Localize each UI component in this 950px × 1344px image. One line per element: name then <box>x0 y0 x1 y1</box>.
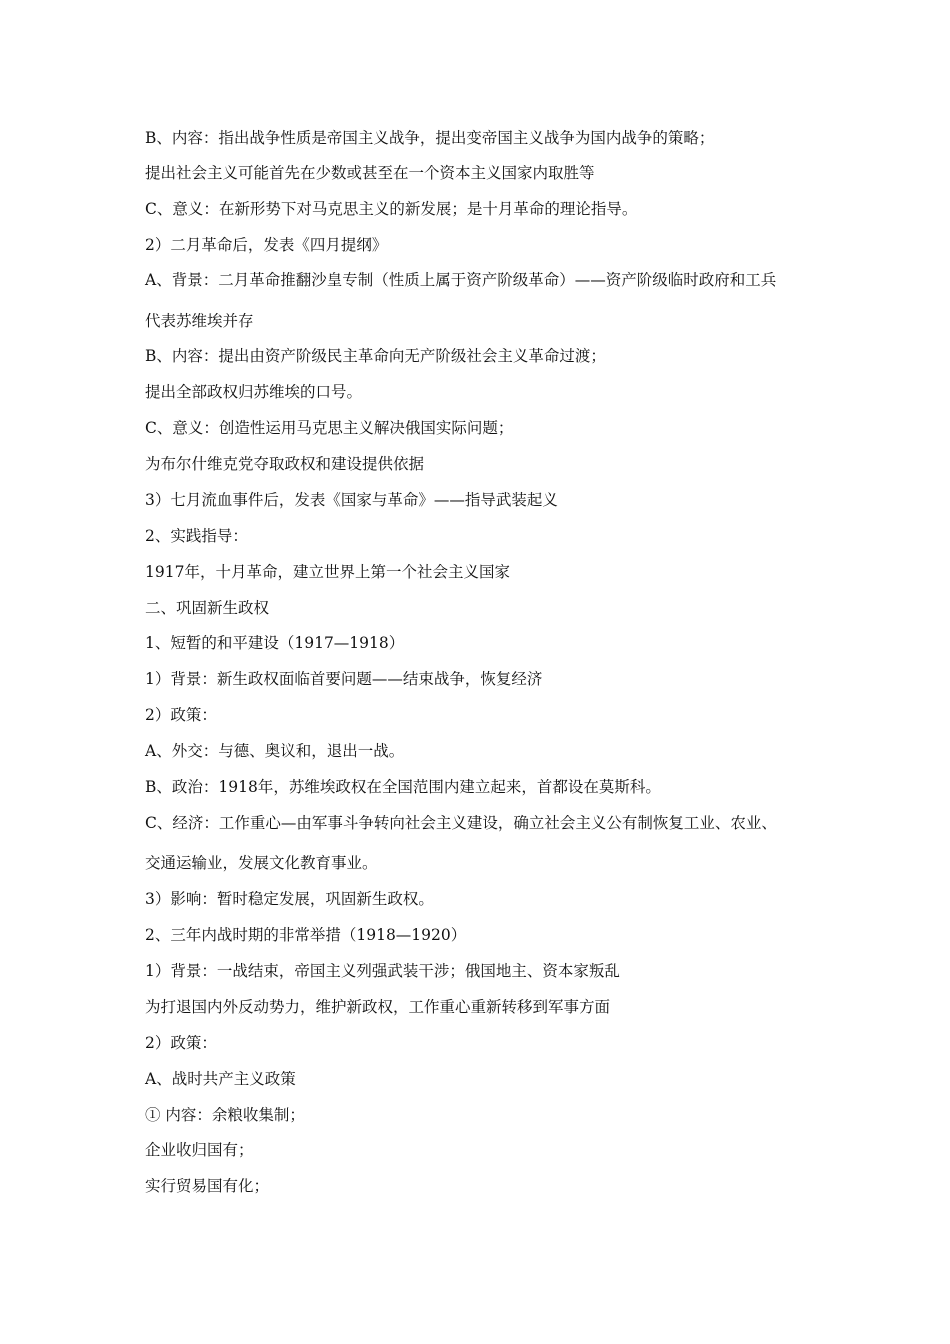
text-line: C、经济：工作重心—由军事斗争转向社会主义建设，确立社会主义公有制恢复工业、农业、 <box>145 814 777 832</box>
text-line: 1）背景：一战结束，帝国主义列强武装干涉；俄国地主、资本家叛乱 <box>145 962 620 980</box>
text-line: B、内容：提出由资产阶级民主革命向无产阶级社会主义革命过渡； <box>145 347 606 365</box>
text-line: 企业收归国有； <box>145 1141 254 1159</box>
text-line: 3）七月流血事件后，发表《国家与革命》——指导武装起义 <box>145 491 558 509</box>
text-line: 2）二月革命后，发表《四月提纲》 <box>145 236 388 254</box>
text-line: 1）背景：新生政权面临首要问题——结束战争，恢复经济 <box>145 670 543 688</box>
text-line: A、战时共产主义政策 <box>145 1070 296 1088</box>
text-line: 2）政策： <box>145 706 217 724</box>
text-line: 交通运输业，发展文化教育事业。 <box>145 854 378 872</box>
text-line: 3）影响：暂时稳定发展，巩固新生政权。 <box>145 890 434 908</box>
section-heading: 二、巩固新生政权 <box>145 599 270 617</box>
text-line: 为打退国内外反动势力，维护新政权，工作重心重新转移到军事方面 <box>145 998 611 1016</box>
text-line: 2、三年内战时期的非常举措（1918—1920） <box>145 926 467 944</box>
text-line: B、内容：指出战争性质是帝国主义战争，提出变帝国主义战争为国内战争的策略； <box>145 129 715 147</box>
text-line: 2、实践指导： <box>145 527 248 545</box>
text-line: A、背景：二月革命推翻沙皇专制（性质上属于资产阶级革命）——资产阶级临时政府和工兵 <box>145 271 777 289</box>
text-line: 1917年，十月革命，建立世界上第一个社会主义国家 <box>145 563 510 581</box>
text-line: 为布尔什维克党夺取政权和建设提供依据 <box>145 455 425 473</box>
text-line: 代表苏维埃并存 <box>145 312 254 330</box>
text-line: A、外交：与德、奥议和，退出一战。 <box>145 742 405 760</box>
text-line: B、政治：1918年，苏维埃政权在全国范围内建立起来，首都设在莫斯科。 <box>145 778 661 796</box>
text-line: C、意义：在新形势下对马克思主义的新发展；是十月革命的理论指导。 <box>145 200 638 218</box>
text-line: ① 内容：余粮收集制； <box>145 1106 305 1124</box>
text-line: 提出全部政权归苏维埃的口号。 <box>145 383 363 401</box>
text-line: 实行贸易国有化； <box>145 1177 270 1195</box>
text-line: 1、短暂的和平建设（1917—1918） <box>145 634 405 652</box>
text-line: C、意义：创造性运用马克思主义解决俄国实际问题； <box>145 419 514 437</box>
text-line: 提出社会主义可能首先在少数或甚至在一个资本主义国家内取胜等 <box>145 164 595 182</box>
text-line: 2）政策： <box>145 1034 217 1052</box>
